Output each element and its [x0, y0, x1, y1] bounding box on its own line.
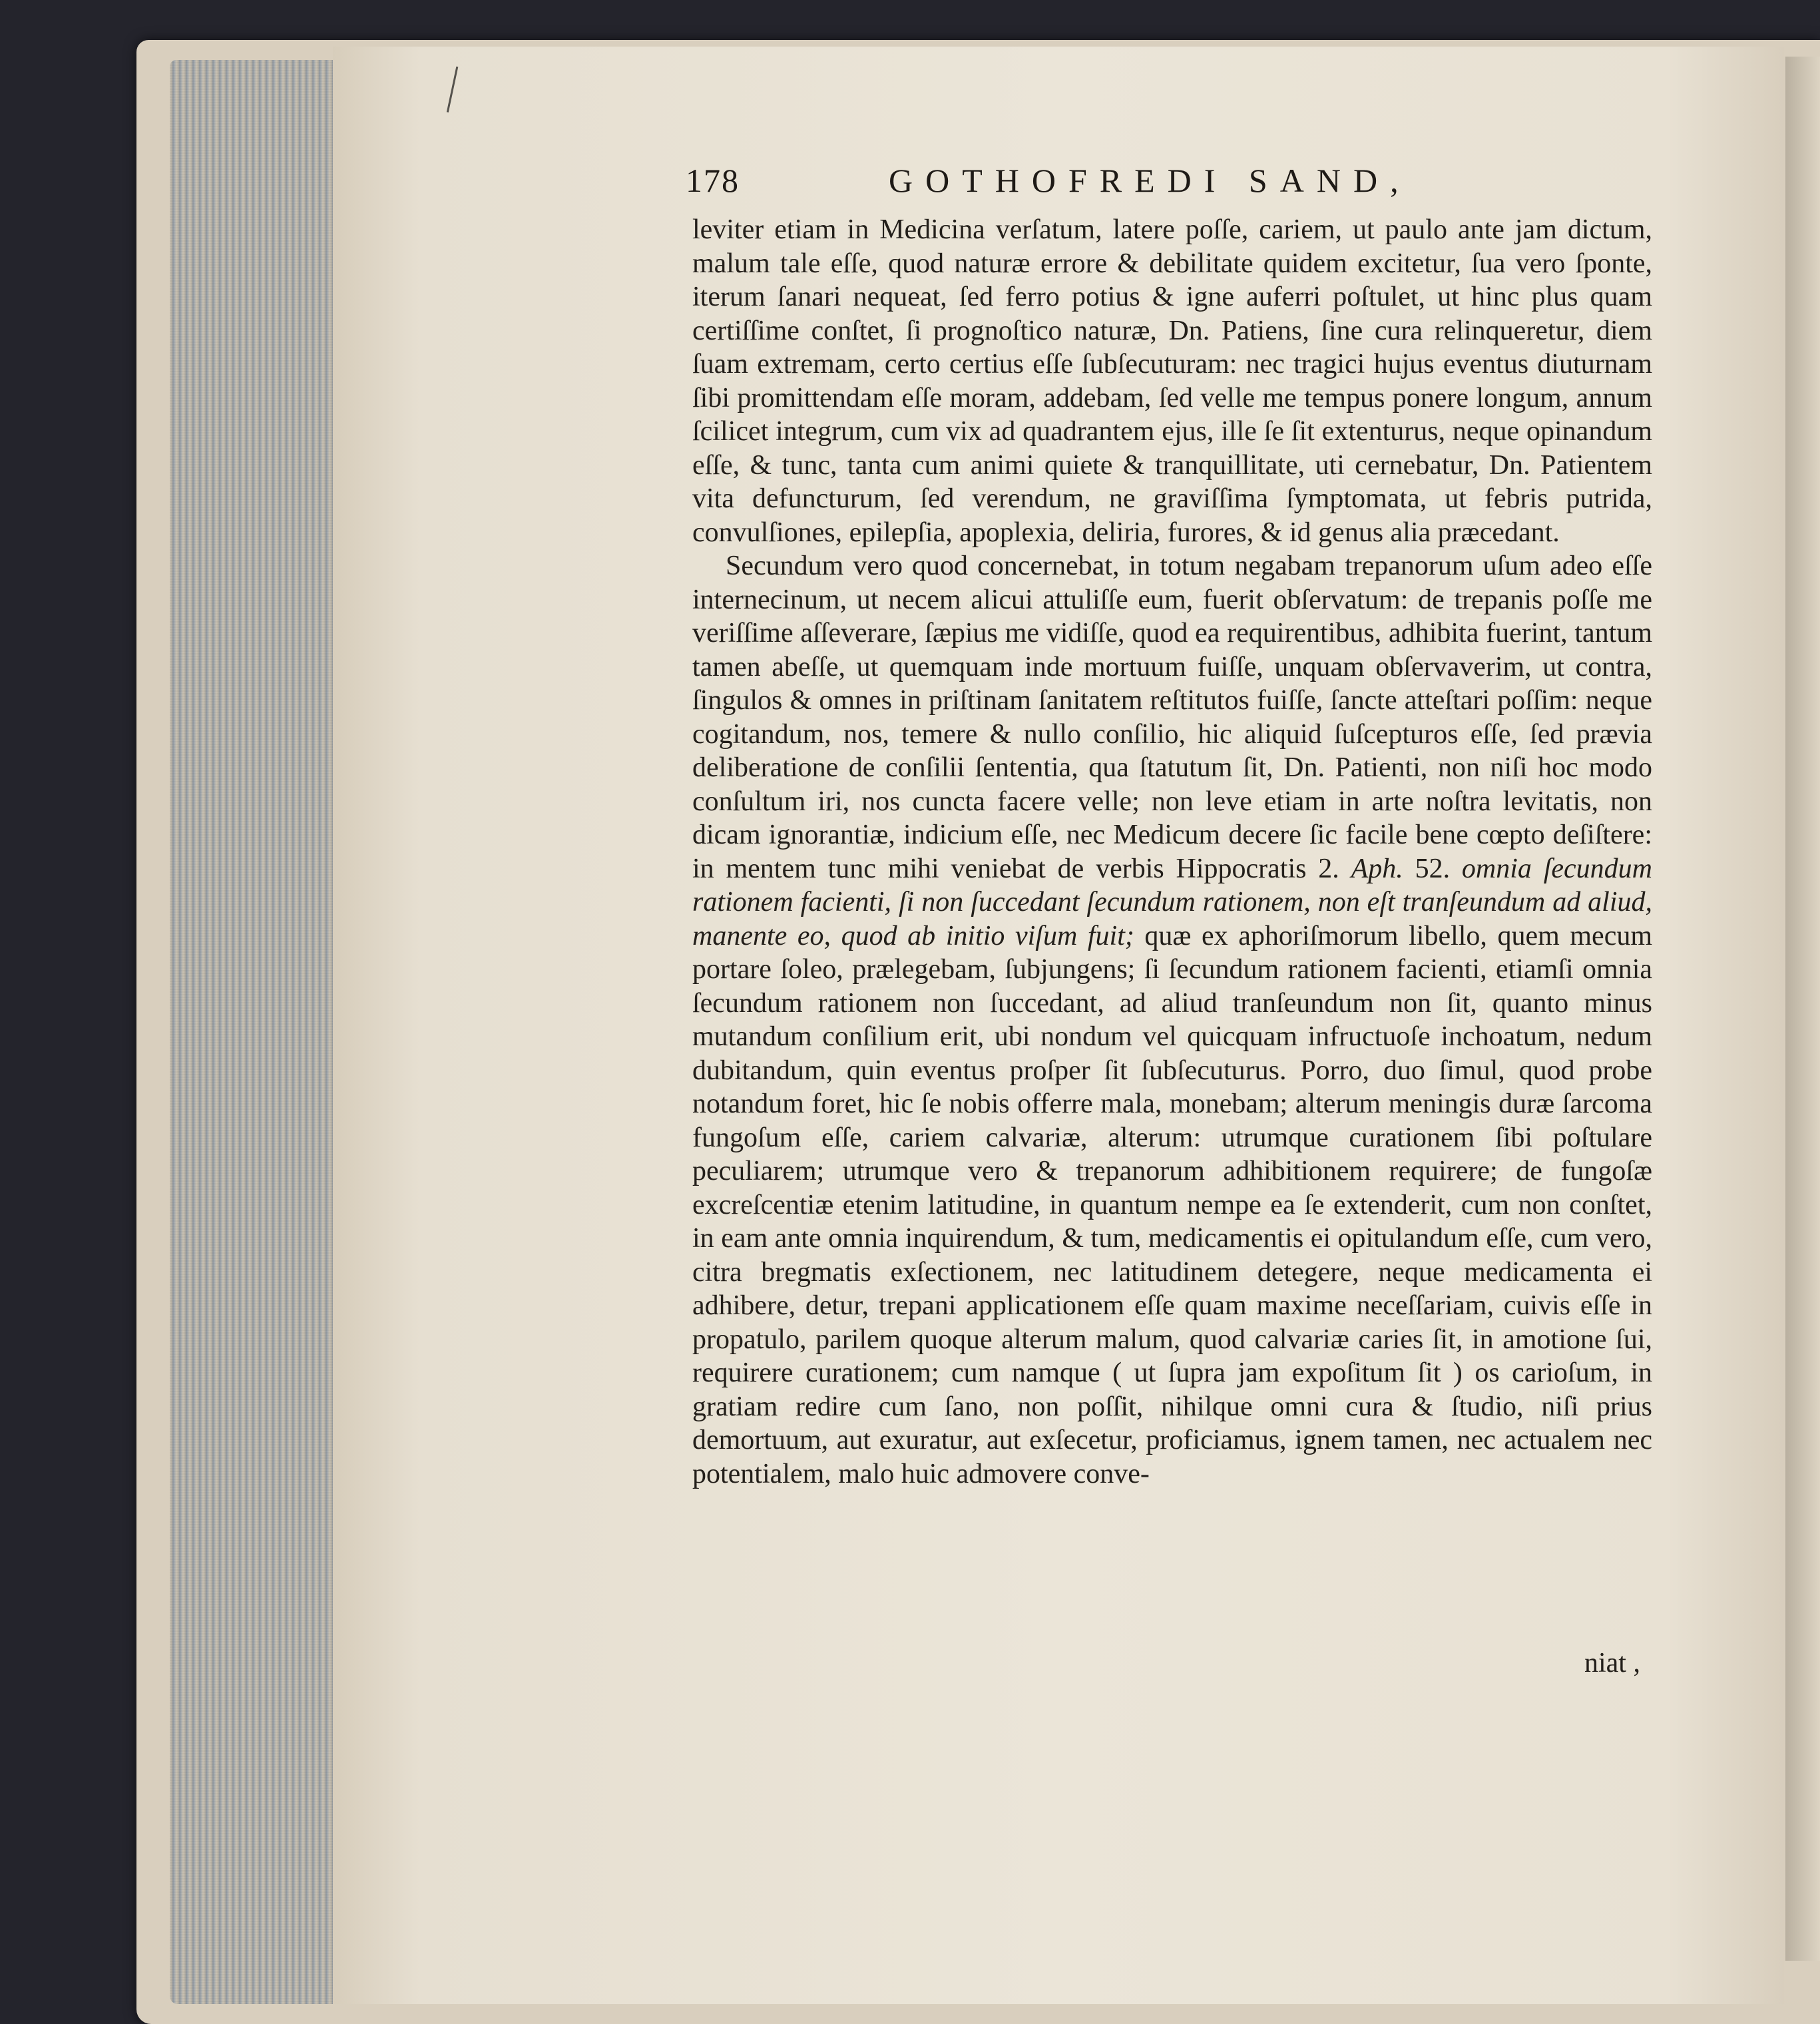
text-segment: quæ ex aphoriſmorum libello, quem mecum portare ſoleo, prælegebam, ſubjungens; ſi ſecundum rationem facienti, etiamſi omnia ſecundum rationem non ſuccedant, ad aliud tranſeundum non ſit, quanto minus mutandum conſilium erit, ubi nondum vel quicquam infructuoſe inchoatum, nedum dubitandum, quin eventus proſper ſit ſubſecuturus. Porro, duo ſimul, quod probe notandum foret, hic ſe nobis offerre mala, monebam; alterum meningis duræ ſarcoma fungoſum eſſe, cariem calvariæ, alterum: utrumque curationem ſibi poſtulare peculiarem; utrumque vero & trepanorum adhibitionem requirere; de fungoſæ excreſcentiæ etenim latitudine, in quantum nempe ea ſe extenderit, cum non conſtet, in eam ante omnia inquirendum, & tum, medicamentis ei opitulandum eſſe, cum vero, citra bregmatis exſectionem, nec latitudinem detegere, neque medicamenta ei adhibere, detur, trepani applicationem eſſe quam maxime neceſſariam, cuivis eſſe in propatulo, parilem quoque alterum malum, quod calvariæ caries ſit, in amotione ſui, requirere curationem; cum namque ( ut ſupra jam expoſitum ſit ) os carioſum, in gratiam redire cum ſano, non poſſit, nihilque omni cura & ſtudio, niſi prius demortuum, aut exuratur, aut exſecetur, proficiamus, ignem tamen, nec actualem nec potentialem, malo huic admovere conve-	[692, 920, 1652, 1489]
text-segment: Secundum vero quod concernebat, in totum negabam trepanorum uſum adeo eſſe internecinum, ut necem alicui attuliſſe eum, fuerit obſervatum: de trepanis poſſe me veriſſime aſſeverare, ſæpius me vidiſſe, quod ea requirentibus, adhibita fuerint, tantum tamen abeſſe, ut quemquam inde mortuum fuiſſe, unquam obſervaverim, ut contra, ſingulos & omnes in priſtinam ſanitatem reſtitutos fuiſſe, ſancte atteſtari poſſim: neque cogitandum, nos, temere & nullo conſilio, hic aliquid ſuſcepturos eſſe, ſed prævia deliberatione de conſilii ſententia, qua ſtatutum ſit, Dn. Patienti, non niſi hoc modo conſultum iri, nos cuncta facere velle; non leve etiam in arte noſtra levitatis, non dicam ignorantiæ, indicium eſſe, nec Medicum decere ſic facile bene cœpto deſiſtere: in mentem tunc mihi veniebat de verbis Hippocratis 2.	[692, 551, 1652, 884]
text-segment: 52.	[1403, 853, 1462, 884]
page-number: 178	[686, 162, 740, 199]
italic-text: omnia ſecundum rationem facienti, ſi non ſuccedant ſecundum rationem, non eſt tranſeundum ad aliud, manente eo, quod ab initio viſum fuit;	[692, 853, 1653, 951]
page-edges	[170, 60, 340, 2004]
body-text	[692, 213, 1652, 1491]
text-segment: leviter etiam in Medicina verſatum, latere poſſe, cariem, ut paulo ante jam dictum, malum tale eſſe, quod naturæ errore & debilitate quidem excitetur, ſua vero ſponte, iterum ſanari nequeat, ſed ferro potius & igne auferri poſtulet, ut hinc plus quam certiſſime conſtet, ſi prognoſtico naturæ, Dn. Patiens, ſine cura relinqueretur, diem ſuam extremam, certo certius eſſe ſubſecuturam: nec tragici hujus eventus diuturnam ſibi promittendam eſſe moram, addebam, ſed velle me tempus ponere longum, annum ſcilicet integrum, cum vix ad quadrantem ejus, ille ſe ſit extenturus, neque opinandum eſſe, & tunc, tanta cum animi quiete & tranquillitate, uti cernebatur, Dn. Patientem vita defuncturum, ſed verendum, ne graviſſima ſymptomata, ut febris putrida, convulſiones, epilepſia, apoplexia, deliria, furores, & id genus alia præcedant.	[692, 214, 1652, 548]
paragraph	[692, 549, 1652, 1491]
paragraph	[692, 213, 1652, 549]
catchword: niat ,	[1584, 1648, 1640, 1678]
facing-page-edge	[1785, 57, 1820, 1961]
page-header	[686, 161, 1448, 208]
italic-text: Aph.	[1351, 853, 1403, 884]
running-title: GOTHOFREDI SAND,	[889, 162, 1411, 199]
